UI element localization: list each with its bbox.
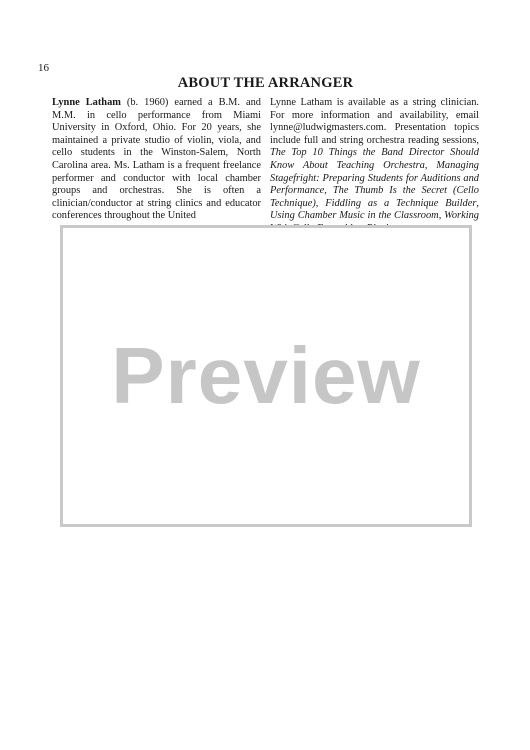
sep-5: , <box>438 210 445 222</box>
sep-2: , <box>324 185 333 197</box>
right-intro: Lynne Latham is available as a string clinician. For more information and availability, email lynne@ludwigmasters.com. Presentation topics include full and string orchestra reading sessions, <box>270 97 479 146</box>
sep-4: , <box>476 197 479 209</box>
arranger-name: Lynne Latham <box>52 97 121 108</box>
preview-watermark: Preview <box>111 331 421 420</box>
page-title: ABOUT THE ARRANGER <box>177 75 354 91</box>
right-paragraph <box>270 97 479 236</box>
topic-2: Managing Stagefright: Preparing Students for Auditions and Performance <box>270 159 479 197</box>
page-number: 16 <box>38 62 49 74</box>
topic-6: Working <box>444 210 479 222</box>
preview-overlay <box>60 225 472 527</box>
sep-3: , <box>315 197 326 209</box>
topic-5: Using Chamber Music in the Classroom <box>270 210 439 222</box>
topic-1: The Top 10 Things the Band Director Should Know About Teaching Orchestra <box>270 147 479 171</box>
topic-3: The Thumb Is the Secret (Cello Technique) <box>270 185 479 209</box>
topic-4: Fiddling as a Technique Builder <box>325 197 477 209</box>
left-paragraph <box>52 97 261 223</box>
left-column <box>52 97 261 223</box>
sep-1: , <box>424 159 437 171</box>
right-column <box>270 97 479 236</box>
left-text: (b. 1960) earned a B.M. and M.M. in cello performance from Miami University in Oxford, Ohio. For 20 years, she maintained a private studio of violin, viola, and cello students in the Winston-Salem, North Carolina area. Ms. Latham is a frequent freelance performer and conductor with local chamber groups and orchestras. She is often a clinician/conductor at string clinics and educator conferences throughout the United <box>52 97 261 222</box>
